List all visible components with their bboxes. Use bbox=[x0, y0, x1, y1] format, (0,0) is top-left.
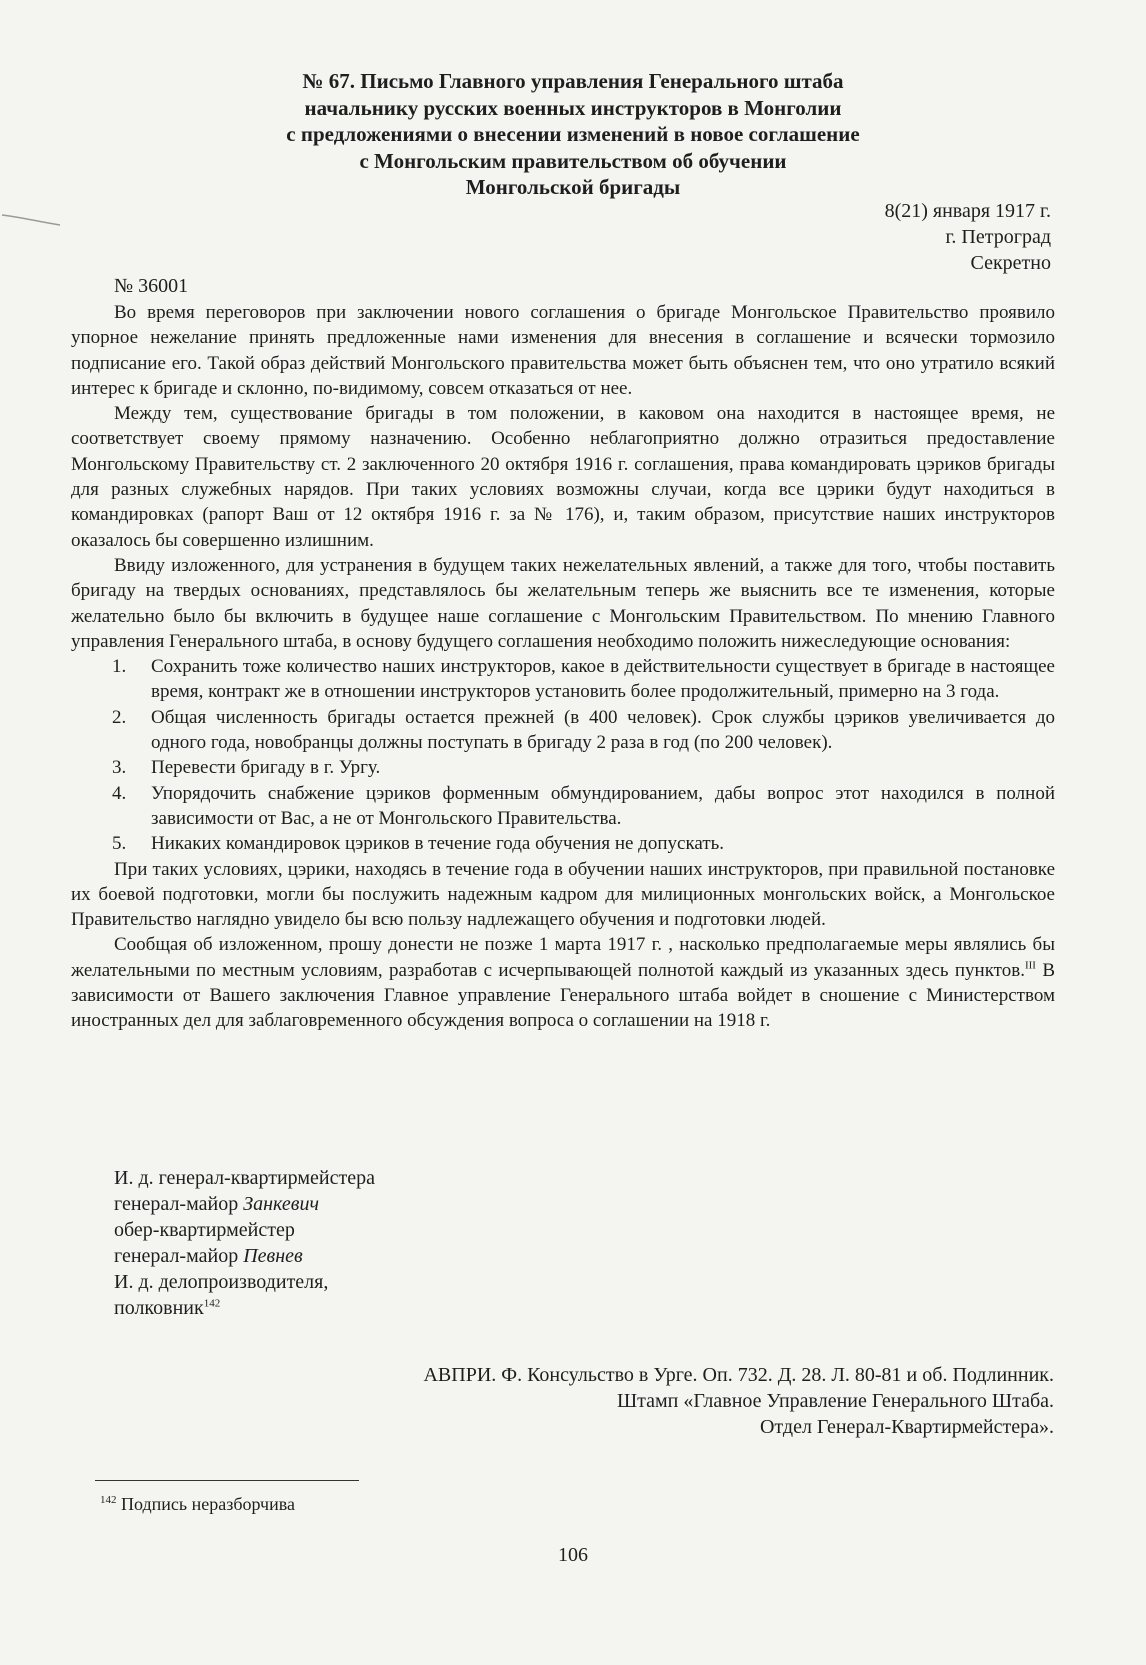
paragraph: При таких условиях, цэрики, находясь в течение года в обучении наших инструкторов, при правильной постановке их боевой подготовки, могли бы послужить надежным кадром для милиционных монгольских войск, а Монгольское Правительство наглядно увидело бы всю пользу надлежащего обучения и подготовки людей. bbox=[71, 858, 1055, 931]
signature-line: И. д. делопроизводителя, bbox=[114, 1271, 329, 1293]
document-date: 8(21) января 1917 г. bbox=[884, 200, 1051, 222]
document-title bbox=[150, 68, 996, 201]
signature-line bbox=[114, 1191, 375, 1217]
footnote bbox=[100, 1494, 295, 1515]
list-text: Никаких командировок цэриков в течение года обучения не допускать. bbox=[151, 833, 725, 855]
paragraph: Во время переговоров при заключении нового соглашения о бригаде Монгольское Правительство проявило упорное нежелание принять предложенные нами изменения для внесения в соглашение и всячески тормозило подписание его. Такой образ действий Монгольского правительства может быть объяснен тем, что оно утратило всякий интерес к бригаде и склонно, по-видимому, совсем отказаться от нее. bbox=[71, 302, 1055, 399]
list-text: Сохранить тоже количество наших инструкторов, какое в действительности существует в бригаде в настоящее время, контракт же в отношении инструкторов установить более продолжительный, примерно на 3 года. bbox=[151, 656, 1055, 703]
signature-line: обер-квартирмейстер bbox=[114, 1219, 295, 1241]
footnote-text: Подпись неразборчива bbox=[116, 1494, 295, 1514]
signature-line bbox=[114, 1295, 375, 1321]
title-line: Монгольской бригады bbox=[465, 175, 681, 199]
paragraph: Между тем, существование бригады в том положении, в каковом она находится в настоящее время, не соответствует своему прямому назначению. Особенно неблагоприятно должно отразиться предоставление Монгольскому Правительству ст. 2 заключенного 20 октября 1916 г. соглашения, права командировать цэриков бригады для разных служебных нарядов. При таких условиях возможны случаи, когда все цэрики будут находиться в командировках (рапорт Ваш от 12 октября 1916 г. за № 176), и, таким образом, присутствие наших инструкторов оказалось бы совершенно излишним. bbox=[71, 403, 1055, 551]
final-paragraph-part1: Сообщая об изложенном, прошу донести не позже 1 марта 1917 г. , насколько предполагаемые меры являлись бы желательными по местным условиям, разработав с исчерпывающей полнотой каждый из указанных здесь пунктов. bbox=[71, 934, 1055, 981]
signature-rank: генерал-майор bbox=[114, 1245, 244, 1267]
final-paragraph-part2: В зависимости от Вашего заключения Главное управление Генерального штаба войдет в сношение с Министерством иностранных дел для заблаговременного обсуждения вопроса о соглашении на 1918 г. bbox=[71, 959, 1055, 1032]
footnote-reference: 142 bbox=[203, 1297, 221, 1310]
signature-line bbox=[114, 1243, 375, 1269]
footnote-reference: III bbox=[1024, 959, 1036, 972]
signature-name: Певнев bbox=[243, 1245, 303, 1267]
list-item bbox=[71, 705, 1055, 756]
list-item bbox=[71, 755, 1055, 780]
signature-line: И. д. генерал-квартирмейстера bbox=[114, 1167, 375, 1189]
document-meta bbox=[885, 198, 1051, 276]
archival-source bbox=[423, 1362, 1054, 1440]
proposals-list bbox=[71, 654, 1055, 856]
list-text: Упорядочить снабжение цэриков форменным обмундированием, дабы вопрос этот находился в полной зависимости от Вас, а не от Монгольского Правительства. bbox=[151, 782, 1055, 829]
page-number: 106 bbox=[558, 1544, 588, 1566]
signature-rank: генерал-майор bbox=[114, 1193, 244, 1215]
document-number: № 36001 bbox=[114, 275, 189, 297]
list-text: Общая численность бригады остается прежней (в 400 человек). Срок службы цэриков увеличивается до одного года, новобранцы должны поступать в бригаду 2 раза в год (по 200 человек). bbox=[151, 706, 1055, 754]
list-number: 3. bbox=[112, 757, 127, 779]
title-line: № 67. Письмо Главного управления Генерального штаба bbox=[302, 69, 844, 93]
list-item bbox=[71, 654, 1055, 705]
title-line: с предложениями о внесении изменений в новое соглашение bbox=[286, 122, 860, 146]
list-item bbox=[71, 831, 1055, 856]
list-number: 1. bbox=[112, 656, 127, 678]
final-paragraph bbox=[71, 932, 1055, 1033]
list-text: Перевести бригаду в г. Ургу. bbox=[151, 757, 381, 779]
list-item bbox=[71, 781, 1055, 832]
scan-mark bbox=[0, 213, 62, 227]
title-line: с Монгольским правительством об обучении bbox=[359, 148, 787, 173]
signature-block bbox=[114, 1165, 375, 1321]
footnote-divider bbox=[95, 1480, 359, 1481]
document-body bbox=[71, 300, 1055, 1034]
document-classification: Секретно bbox=[970, 252, 1051, 274]
signature-rank: полковник bbox=[114, 1297, 204, 1319]
source-line: Штамп «Главное Управление Генерального Штаба. bbox=[616, 1390, 1054, 1412]
footnote-marker: 142 bbox=[100, 1494, 117, 1506]
list-number: 5. bbox=[112, 833, 127, 855]
title-line: начальнику русских военных инструкторов в Монголии bbox=[304, 95, 842, 120]
source-line: Отдел Генерал-Квартирмейстера». bbox=[759, 1416, 1054, 1438]
list-number: 4. bbox=[112, 782, 127, 804]
source-line: АВПРИ. Ф. Консульство в Урге. Оп. 732. Д. 28. Л. 80-81 и об. Подлинник. bbox=[423, 1364, 1054, 1386]
signature-name: Занкевич bbox=[243, 1193, 319, 1215]
paragraph: Ввиду изложенного, для устранения в будущем таких нежелательных явлений, а также для того, чтобы поставить бригаду на твердых основаниях, представлялось бы желательным теперь же выяснить все те изменения, которые желательно было бы включить в будущее наше соглашение с Монгольским Правительством. По мнению Главного управления Генерального штаба, в основу будущего соглашения необходимо положить нижеследующие основания: bbox=[71, 554, 1055, 652]
list-number: 2. bbox=[112, 706, 127, 728]
document-place: г. Петроград bbox=[945, 226, 1051, 248]
